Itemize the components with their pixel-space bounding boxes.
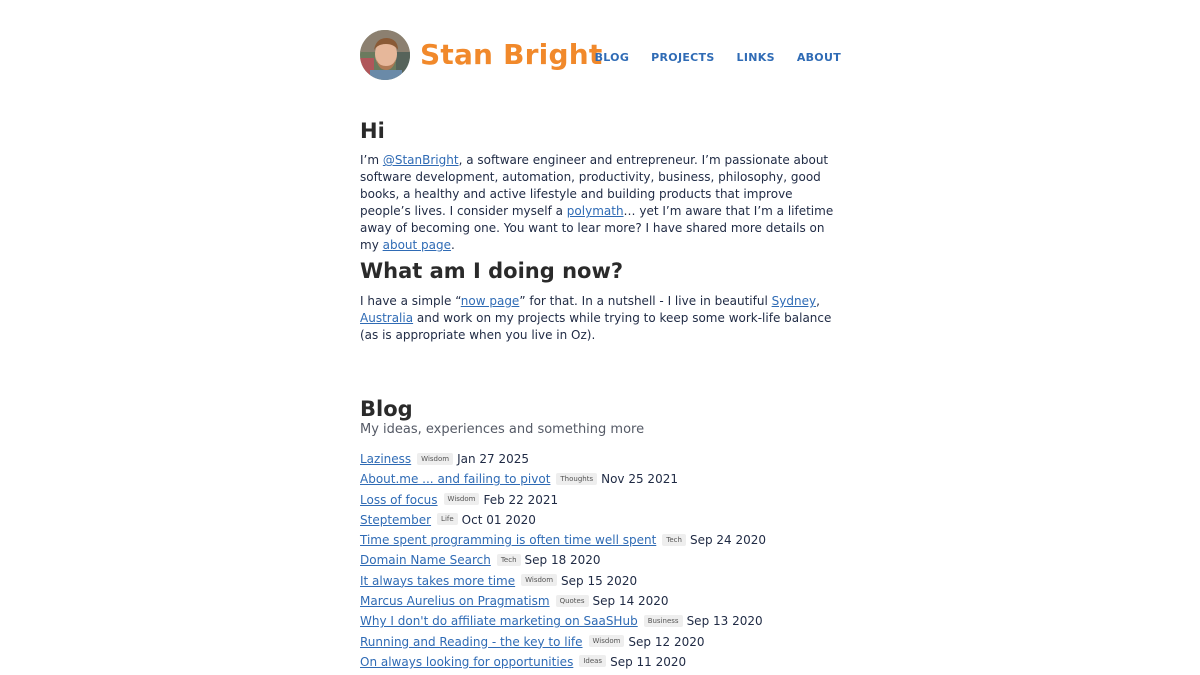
blog-subtitle: My ideas, experiences and something more xyxy=(360,422,645,437)
post-title-link[interactable]: It always takes more time xyxy=(360,573,516,588)
now-paragraph xyxy=(360,293,841,344)
nav-links[interactable]: LINKS xyxy=(736,51,775,64)
list-item xyxy=(360,591,766,611)
list-item xyxy=(360,550,766,570)
blog-heading: Blog xyxy=(360,397,413,421)
avatar-photo-icon xyxy=(360,30,410,80)
list-item xyxy=(360,652,766,672)
post-title-link[interactable]: Domain Name Search xyxy=(360,553,491,568)
nav-about[interactable]: ABOUT xyxy=(796,51,841,64)
avatar[interactable] xyxy=(360,30,410,80)
now-text-2: ” for that. In a nutshell - I live in beautiful xyxy=(519,294,772,308)
nav-blog[interactable]: BLOG xyxy=(594,51,630,64)
post-date: Feb 22 2021 xyxy=(483,492,559,507)
post-title-link[interactable]: Laziness xyxy=(360,452,412,466)
list-item xyxy=(360,449,766,469)
post-title-link[interactable]: Steptember xyxy=(360,512,432,527)
list-item xyxy=(360,632,766,652)
post-tag-badge[interactable]: Thoughts xyxy=(556,473,597,485)
site-title[interactable]: Stan Bright xyxy=(420,38,603,71)
post-tag-badge[interactable]: Wisdom xyxy=(521,574,557,586)
post-title-link[interactable]: On always looking for opportunities xyxy=(360,654,574,669)
list-item xyxy=(360,530,766,550)
intro-text-3: … yet I’m aware that I’m a lifetime away of becoming one. You want to lear more? I have shared more details on my xyxy=(360,204,834,252)
list-item xyxy=(360,611,766,631)
intro-text-1: I’m xyxy=(360,153,383,167)
list-item xyxy=(360,510,766,530)
post-date: Sep 11 2020 xyxy=(610,654,687,669)
list-item xyxy=(360,469,766,489)
post-date: Sep 24 2020 xyxy=(689,533,767,548)
post-tag-badge[interactable]: Quotes xyxy=(556,595,589,607)
now-text-3: and work on my projects while trying to keep some work-life balance (as is appropriate when you live in Oz). xyxy=(360,311,832,342)
post-date: Sep 18 2020 xyxy=(524,553,601,568)
post-tag-badge[interactable]: Wisdom xyxy=(417,453,453,465)
post-date: Oct 01 2020 xyxy=(461,512,536,527)
post-date: Sep 12 2020 xyxy=(628,634,705,649)
polymath-link[interactable]: polymath xyxy=(566,204,624,218)
post-title-link[interactable]: Marcus Aurelius on Pragmatism xyxy=(360,594,550,609)
post-tag-badge[interactable]: Wisdom xyxy=(444,493,480,505)
list-item xyxy=(360,571,766,591)
post-date: Sep 15 2020 xyxy=(561,573,638,588)
now-page-link[interactable]: now page xyxy=(460,294,520,308)
now-comma: , xyxy=(816,294,820,308)
post-title-link[interactable]: About.me ... and failing to pivot xyxy=(360,472,551,487)
list-item xyxy=(360,490,766,510)
intro-text-4: . xyxy=(451,238,455,252)
main-nav xyxy=(595,50,841,66)
post-tag-badge[interactable]: Tech xyxy=(662,534,686,546)
post-tag-badge[interactable]: Business xyxy=(644,615,683,627)
twitter-handle-link[interactable]: @StanBright xyxy=(382,153,459,167)
now-heading: What am I doing now? xyxy=(360,259,624,283)
post-date: Jan 27 2025 xyxy=(457,452,530,466)
post-title-link[interactable]: Loss of focus xyxy=(360,492,438,507)
post-tag-badge[interactable]: Tech xyxy=(497,554,521,566)
now-text-1: I have a simple “ xyxy=(360,294,461,308)
site-header xyxy=(360,0,841,110)
post-tag-badge[interactable]: Ideas xyxy=(579,655,606,667)
intro-paragraph xyxy=(360,152,841,254)
post-title-link[interactable]: Running and Reading - the key to life xyxy=(360,634,583,649)
sydney-link[interactable]: Sydney xyxy=(771,294,817,308)
post-title-link[interactable]: Time spent programming is often time well spent xyxy=(360,533,657,548)
post-date: Sep 14 2020 xyxy=(592,594,669,609)
post-tag-badge[interactable]: Wisdom xyxy=(589,635,625,647)
intro-heading: Hi xyxy=(360,119,385,143)
intro-text-2: , a software engineer and entrepreneur. I’m passionate about software development, automation, productivity, business, philosophy, good books, a healthy and active lifestyle and building products that improve people’s lives. I consider myself a xyxy=(360,153,829,218)
about-page-link[interactable]: about page xyxy=(382,238,452,252)
post-title-link[interactable]: Why I don't do affiliate marketing on SaaSHub xyxy=(360,614,638,629)
post-date: Sep 13 2020 xyxy=(686,614,763,629)
australia-link[interactable]: Australia xyxy=(360,311,414,325)
page-container xyxy=(360,0,841,669)
post-date: Nov 25 2021 xyxy=(601,472,678,487)
nav-projects[interactable]: PROJECTS xyxy=(651,51,715,64)
blog-post-list xyxy=(360,449,766,672)
post-tag-badge[interactable]: Life xyxy=(437,513,458,525)
